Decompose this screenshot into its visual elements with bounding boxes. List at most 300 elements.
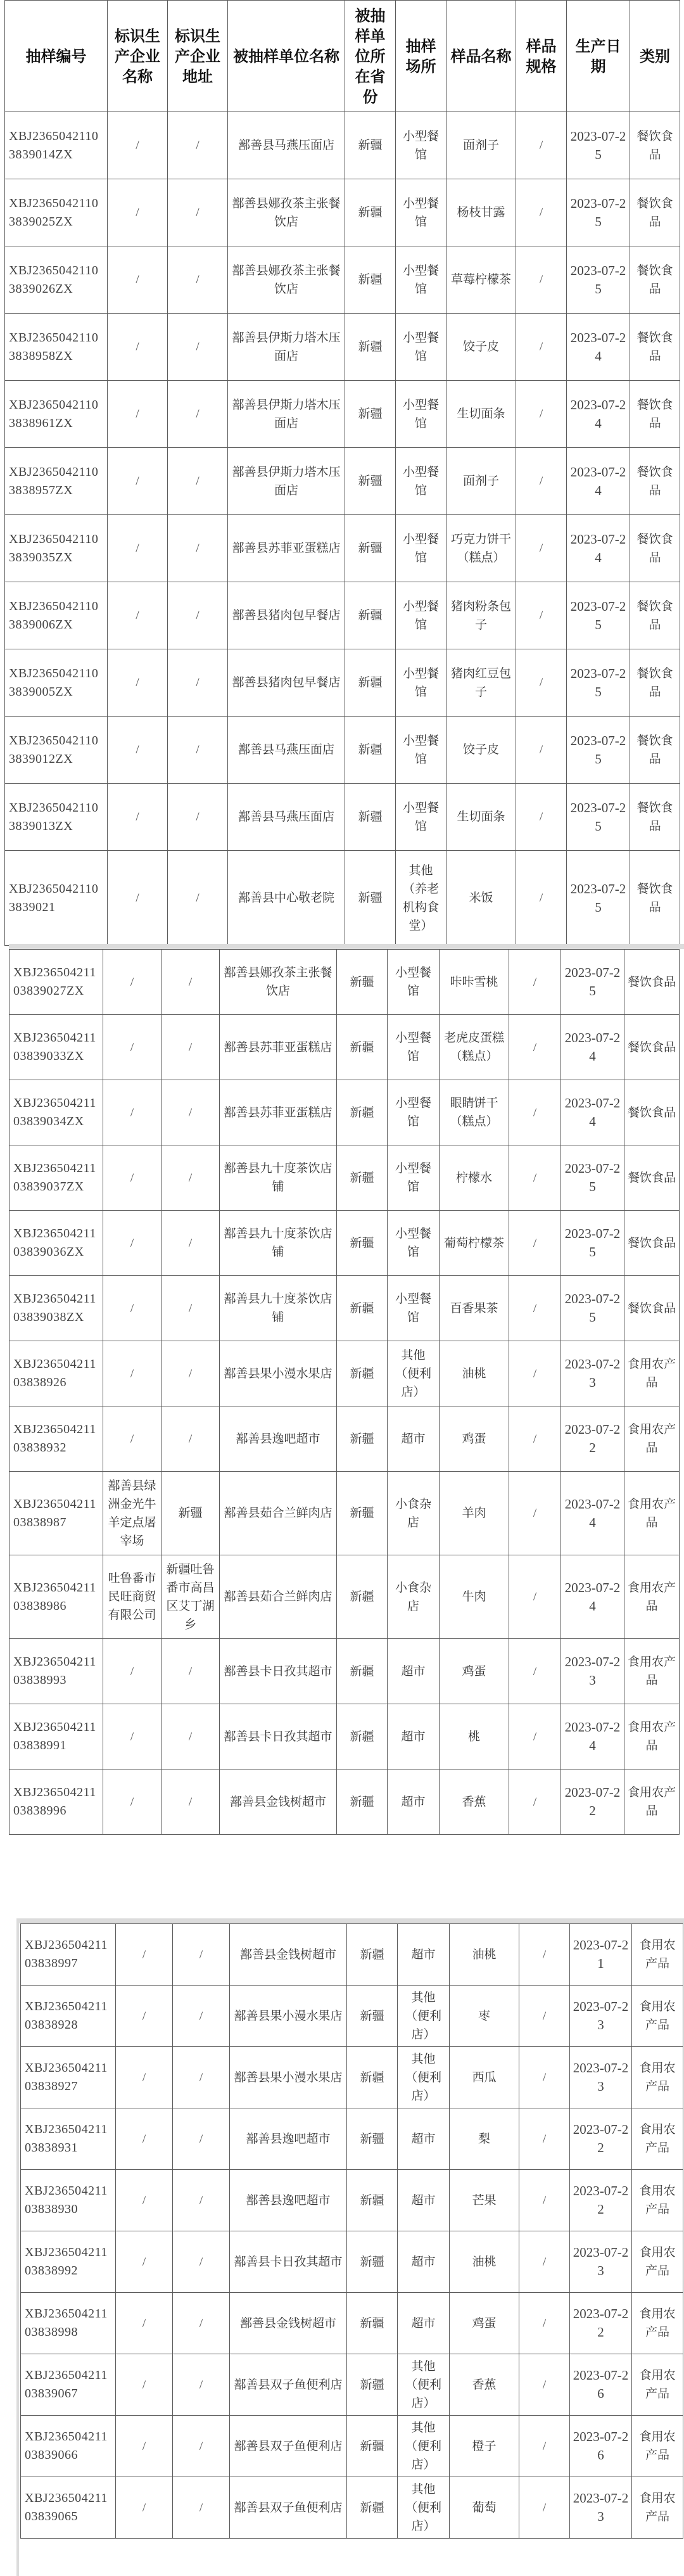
cell-producer-name: 鄯善县绿洲金光牛羊定点屠宰场 xyxy=(103,1472,162,1555)
cell-producer-name: / xyxy=(116,2354,173,2416)
table-row xyxy=(21,2416,683,2477)
cell-production-date: 2023-07-22 xyxy=(570,2170,632,2231)
cell-production-date: 2023-07-24 xyxy=(567,381,630,448)
cell-producer-address: / xyxy=(168,515,228,582)
table-row xyxy=(5,515,680,582)
cell-province: 新疆 xyxy=(337,1341,388,1406)
cell-province: 新疆 xyxy=(337,1472,388,1555)
cell-producer-address: / xyxy=(173,2354,230,2416)
cell-producer-address: / xyxy=(168,112,228,179)
cell-category: 食用农产品 xyxy=(624,1555,680,1639)
cell-sample-name: 油桃 xyxy=(450,1924,519,1986)
cell-province: 新疆 xyxy=(347,2170,398,2231)
cell-sample-code: XBJ23650421103839033ZX xyxy=(10,1015,103,1080)
cell-category: 食用农产品 xyxy=(632,2293,683,2354)
cell-producer-name: / xyxy=(103,1276,162,1341)
cell-sample-code: XBJ23650421103838957ZX xyxy=(5,448,108,515)
cell-category: 餐饮食品 xyxy=(630,112,680,179)
table-row xyxy=(10,1406,680,1472)
cell-province: 新疆 xyxy=(345,582,396,649)
header-sample-name: 样品名称 xyxy=(446,1,516,112)
cell-production-date: 2023-07-24 xyxy=(561,1015,624,1080)
cell-sample-code: XBJ23650421103838992 xyxy=(21,2231,116,2293)
cell-sampling-site: 小型餐馆 xyxy=(396,246,446,314)
cell-sample-name: 羊肉 xyxy=(440,1472,509,1555)
cell-sampling-site: 小型餐馆 xyxy=(388,1145,440,1211)
cell-category: 餐饮食品 xyxy=(630,448,680,515)
cell-sample-name: 咔咔雪桃 xyxy=(440,950,509,1015)
cell-production-date: 2023-07-25 xyxy=(567,649,630,717)
cell-sample-code: XBJ23650421103838926 xyxy=(10,1341,103,1406)
cell-sampling-site: 超市 xyxy=(398,2170,450,2231)
cell-province: 新疆 xyxy=(337,1145,388,1211)
cell-category: 餐饮食品 xyxy=(624,950,680,1015)
cell-province: 新疆 xyxy=(337,1276,388,1341)
cell-sample-code: XBJ23650421103839006ZX xyxy=(5,582,108,649)
cell-province: 新疆 xyxy=(337,1211,388,1276)
table-row xyxy=(10,1472,680,1555)
cell-spec: / xyxy=(519,2047,570,2108)
cell-province: 新疆 xyxy=(347,2047,398,2108)
cell-province: 新疆 xyxy=(345,515,396,582)
cell-category: 食用农产品 xyxy=(624,1639,680,1704)
cell-spec: / xyxy=(509,1472,561,1555)
cell-spec: / xyxy=(516,448,567,515)
cell-spec: / xyxy=(509,1276,561,1341)
cell-category: 餐饮食品 xyxy=(630,582,680,649)
cell-spec: / xyxy=(519,2354,570,2416)
cell-sample-code: XBJ23650421103838930 xyxy=(21,2170,116,2231)
table-section-3 xyxy=(16,1918,684,2576)
cell-producer-name: / xyxy=(103,1769,162,1835)
cell-province: 新疆 xyxy=(347,2416,398,2477)
cell-production-date: 2023-07-23 xyxy=(570,2231,632,2293)
cell-sampled-unit: 鄯善县苏菲亚蛋糕店 xyxy=(220,1015,337,1080)
table-row xyxy=(21,2047,683,2108)
cell-producer-name: / xyxy=(116,1924,173,1986)
cell-sample-code: XBJ23650421103839027ZX xyxy=(10,950,103,1015)
cell-producer-address: / xyxy=(162,1080,220,1145)
cell-sampled-unit: 鄯善县九十度茶饮店铺 xyxy=(220,1145,337,1211)
cell-production-date: 2023-07-25 xyxy=(561,950,624,1015)
cell-producer-address: / xyxy=(168,851,228,946)
cell-production-date: 2023-07-24 xyxy=(561,1555,624,1639)
cell-production-date: 2023-07-26 xyxy=(570,2354,632,2416)
cell-sampling-site: 其他（便利店） xyxy=(398,2047,450,2108)
cell-sample-name: 油桃 xyxy=(440,1341,509,1406)
cell-producer-name: / xyxy=(103,1145,162,1211)
cell-sample-code: XBJ23650421103839035ZX xyxy=(5,515,108,582)
table-row xyxy=(5,851,680,946)
cell-production-date: 2023-07-21 xyxy=(570,1924,632,1986)
cell-sampled-unit: 鄯善县娜孜茶主张餐饮店 xyxy=(228,246,345,314)
sampling-table-1 xyxy=(4,0,680,946)
cell-spec: / xyxy=(516,381,567,448)
cell-producer-address: / xyxy=(162,1704,220,1769)
cell-province: 新疆 xyxy=(347,2231,398,2293)
cell-sampled-unit: 鄯善县果小漫水果店 xyxy=(230,1986,347,2047)
table-section-1 xyxy=(0,0,684,944)
cell-sampling-site: 其他（便利店） xyxy=(398,2416,450,2477)
table-body-3 xyxy=(21,1924,683,2539)
cell-province: 新疆 xyxy=(345,246,396,314)
header-producer-name: 标识生产企业名称 xyxy=(108,1,168,112)
cell-spec: / xyxy=(509,1555,561,1639)
cell-sample-code: XBJ23650421103839025ZX xyxy=(5,179,108,246)
cell-producer-name: / xyxy=(116,1986,173,2047)
cell-producer-address: / xyxy=(162,1211,220,1276)
cell-sample-code: XBJ23650421103839037ZX xyxy=(10,1145,103,1211)
cell-sampling-site: 超市 xyxy=(388,1769,440,1835)
cell-sampling-site: 小食杂店 xyxy=(388,1472,440,1555)
cell-sampled-unit: 鄯善县果小漫水果店 xyxy=(220,1341,337,1406)
cell-production-date: 2023-07-25 xyxy=(567,582,630,649)
table-row xyxy=(5,246,680,314)
cell-producer-name: / xyxy=(108,179,168,246)
cell-production-date: 2023-07-25 xyxy=(567,112,630,179)
cell-producer-address: / xyxy=(173,2047,230,2108)
cell-sample-name: 饺子皮 xyxy=(446,717,516,784)
cell-spec: / xyxy=(519,1924,570,1986)
cell-category: 餐饮食品 xyxy=(624,1145,680,1211)
cell-producer-address: / xyxy=(173,1924,230,1986)
table-row xyxy=(10,1704,680,1769)
cell-sampling-site: 小型餐馆 xyxy=(388,950,440,1015)
cell-sample-name: 油桃 xyxy=(450,2231,519,2293)
cell-spec: / xyxy=(509,1341,561,1406)
cell-producer-name: / xyxy=(116,2170,173,2231)
cell-sample-code: XBJ23650421103838927 xyxy=(21,2047,116,2108)
cell-province: 新疆 xyxy=(345,179,396,246)
cell-sample-name: 生切面条 xyxy=(446,381,516,448)
cell-sampling-site: 小型餐馆 xyxy=(396,784,446,851)
cell-sampled-unit: 鄯善县九十度茶饮店铺 xyxy=(220,1211,337,1276)
cell-category: 食用农产品 xyxy=(632,2108,683,2170)
cell-category: 食用农产品 xyxy=(624,1472,680,1555)
cell-sampling-site: 小型餐馆 xyxy=(396,649,446,717)
cell-sampling-site: 小型餐馆 xyxy=(388,1276,440,1341)
cell-province: 新疆 xyxy=(337,1555,388,1639)
cell-sampled-unit: 鄯善县苏菲亚蛋糕店 xyxy=(220,1080,337,1145)
cell-province: 新疆 xyxy=(347,1986,398,2047)
cell-producer-name: / xyxy=(116,2416,173,2477)
cell-producer-address: / xyxy=(168,784,228,851)
cell-province: 新疆 xyxy=(345,112,396,179)
cell-sampling-site: 小型餐馆 xyxy=(388,1080,440,1145)
cell-producer-address: / xyxy=(168,582,228,649)
cell-province: 新疆 xyxy=(345,784,396,851)
cell-producer-name: / xyxy=(108,717,168,784)
table-row xyxy=(10,1769,680,1835)
cell-sample-code: XBJ23650421103838958ZX xyxy=(5,314,108,381)
cell-production-date: 2023-07-24 xyxy=(561,1080,624,1145)
cell-category: 食用农产品 xyxy=(632,1924,683,1986)
cell-spec: / xyxy=(509,1015,561,1080)
cell-sampled-unit: 鄯善县马燕压面店 xyxy=(228,784,345,851)
cell-producer-address: / xyxy=(162,950,220,1015)
cell-sampling-site: 小型餐馆 xyxy=(396,381,446,448)
cell-category: 餐饮食品 xyxy=(624,1276,680,1341)
cell-producer-name: / xyxy=(108,582,168,649)
cell-category: 食用农产品 xyxy=(632,2416,683,2477)
sampling-table-3 xyxy=(20,1923,683,2539)
header-production-date: 生产日期 xyxy=(567,1,630,112)
cell-category: 食用农产品 xyxy=(632,2231,683,2293)
cell-sample-code: XBJ23650421103839026ZX xyxy=(5,246,108,314)
cell-spec: / xyxy=(516,112,567,179)
cell-category: 食用农产品 xyxy=(624,1704,680,1769)
cell-sampling-site: 其他（便利店） xyxy=(398,2354,450,2416)
cell-sample-code: XBJ23650421103838932 xyxy=(10,1406,103,1472)
cell-sampling-site: 小型餐馆 xyxy=(396,515,446,582)
cell-sampling-site: 小食杂店 xyxy=(388,1555,440,1639)
cell-sample-name: 柠檬水 xyxy=(440,1145,509,1211)
cell-sample-code: XBJ23650421103838931 xyxy=(21,2108,116,2170)
cell-sample-name: 鸡蛋 xyxy=(440,1639,509,1704)
cell-province: 新疆 xyxy=(337,1406,388,1472)
cell-producer-name: / xyxy=(108,314,168,381)
cell-production-date: 2023-07-22 xyxy=(570,2293,632,2354)
cell-sampled-unit: 鄯善县中心敬老院 xyxy=(228,851,345,946)
cell-producer-address: / xyxy=(168,717,228,784)
cell-sample-name: 草莓柠檬茶 xyxy=(446,246,516,314)
table-row xyxy=(5,649,680,717)
cell-sampling-site: 其他（养老机构食堂） xyxy=(396,851,446,946)
cell-category: 餐饮食品 xyxy=(624,1015,680,1080)
cell-production-date: 2023-07-25 xyxy=(567,784,630,851)
cell-sampled-unit: 鄯善县卡日孜其超市 xyxy=(230,2231,347,2293)
cell-producer-address: 新疆 xyxy=(162,1472,220,1555)
cell-sampled-unit: 鄯善县娜孜茶主张餐饮店 xyxy=(228,179,345,246)
cell-province: 新疆 xyxy=(347,2108,398,2170)
table-row xyxy=(10,1015,680,1080)
cell-producer-name: / xyxy=(103,1211,162,1276)
cell-spec: / xyxy=(509,1639,561,1704)
cell-category: 餐饮食品 xyxy=(624,1211,680,1276)
cell-sample-name: 香蕉 xyxy=(440,1769,509,1835)
cell-spec: / xyxy=(509,1704,561,1769)
table-body-2 xyxy=(10,950,680,1835)
cell-producer-address: / xyxy=(162,1145,220,1211)
table-row xyxy=(10,1145,680,1211)
cell-sampled-unit: 鄯善县金钱树超市 xyxy=(230,1924,347,1986)
cell-producer-address: / xyxy=(168,314,228,381)
cell-spec: / xyxy=(516,582,567,649)
cell-producer-name: / xyxy=(108,649,168,717)
table-row xyxy=(5,112,680,179)
cell-sample-name: 葡萄柠檬茶 xyxy=(440,1211,509,1276)
cell-sample-code: XBJ23650421103838993 xyxy=(10,1639,103,1704)
cell-sample-name: 西瓜 xyxy=(450,2047,519,2108)
cell-sample-name: 生切面条 xyxy=(446,784,516,851)
cell-category: 食用农产品 xyxy=(632,2047,683,2108)
cell-producer-name: / xyxy=(108,246,168,314)
cell-sample-name: 面剂子 xyxy=(446,112,516,179)
cell-production-date: 2023-07-23 xyxy=(570,1986,632,2047)
cell-producer-address: / xyxy=(162,1769,220,1835)
cell-sample-name: 芒果 xyxy=(450,2170,519,2231)
cell-sample-code: XBJ23650421103839013ZX xyxy=(5,784,108,851)
cell-spec: / xyxy=(516,851,567,946)
cell-sample-code: XBJ23650421103838991 xyxy=(10,1704,103,1769)
cell-spec: / xyxy=(519,2293,570,2354)
cell-sample-code: XBJ23650421103838961ZX xyxy=(5,381,108,448)
cell-sampling-site: 小型餐馆 xyxy=(388,1015,440,1080)
cell-producer-name: / xyxy=(103,1080,162,1145)
cell-sample-name: 眼睛饼干（糕点） xyxy=(440,1080,509,1145)
cell-producer-address: 新疆吐鲁番市高昌区艾丁湖乡 xyxy=(162,1555,220,1639)
cell-sampled-unit: 鄯善县猪肉包早餐店 xyxy=(228,649,345,717)
cell-sampled-unit: 鄯善县双子鱼便利店 xyxy=(230,2354,347,2416)
cell-province: 新疆 xyxy=(337,1769,388,1835)
table-row xyxy=(5,381,680,448)
cell-province: 新疆 xyxy=(345,851,396,946)
cell-sample-code: XBJ23650421103839065 xyxy=(21,2477,116,2539)
cell-sampled-unit: 鄯善县猪肉包早餐店 xyxy=(228,582,345,649)
cell-sampling-site: 其他（便利店） xyxy=(398,1986,450,2047)
table-row xyxy=(5,717,680,784)
cell-production-date: 2023-07-25 xyxy=(567,717,630,784)
cell-spec: / xyxy=(519,2231,570,2293)
table-row xyxy=(21,2231,683,2293)
cell-sample-name: 米饭 xyxy=(446,851,516,946)
cell-sample-code: XBJ23650421103839036ZX xyxy=(10,1211,103,1276)
cell-producer-name: / xyxy=(103,1015,162,1080)
cell-sampled-unit: 鄯善县九十度茶饮店铺 xyxy=(220,1276,337,1341)
cell-production-date: 2023-07-25 xyxy=(561,1145,624,1211)
table-row xyxy=(10,1080,680,1145)
cell-sampling-site: 超市 xyxy=(388,1406,440,1472)
cell-producer-name: / xyxy=(103,1341,162,1406)
cell-sampled-unit: 鄯善县马燕压面店 xyxy=(228,717,345,784)
header-producer-address: 标识生产企业地址 xyxy=(168,1,228,112)
cell-province: 新疆 xyxy=(345,448,396,515)
cell-production-date: 2023-07-24 xyxy=(561,1704,624,1769)
cell-sampled-unit: 鄯善县金钱树超市 xyxy=(230,2293,347,2354)
cell-sampled-unit: 鄯善县果小漫水果店 xyxy=(230,2047,347,2108)
cell-spec: / xyxy=(516,515,567,582)
table-row xyxy=(5,179,680,246)
cell-province: 新疆 xyxy=(345,717,396,784)
cell-sampled-unit: 鄯善县茹合兰鲜肉店 xyxy=(220,1472,337,1555)
cell-sample-code: XBJ23650421103839034ZX xyxy=(10,1080,103,1145)
cell-producer-name: / xyxy=(116,2477,173,2539)
cell-sampling-site: 小型餐馆 xyxy=(396,448,446,515)
cell-sampled-unit: 鄯善县伊斯力塔木压面店 xyxy=(228,381,345,448)
cell-category: 餐饮食品 xyxy=(630,717,680,784)
cell-producer-address: / xyxy=(162,1406,220,1472)
cell-province: 新疆 xyxy=(345,314,396,381)
cell-spec: / xyxy=(516,314,567,381)
table-row xyxy=(10,1211,680,1276)
cell-sample-name: 面剂子 xyxy=(446,448,516,515)
cell-producer-name: / xyxy=(116,2293,173,2354)
cell-producer-address: / xyxy=(168,246,228,314)
cell-sample-name: 老虎皮蛋糕（糕点） xyxy=(440,1015,509,1080)
cell-producer-address: / xyxy=(173,2170,230,2231)
table-row xyxy=(10,1276,680,1341)
cell-spec: / xyxy=(509,1406,561,1472)
cell-producer-name: / xyxy=(116,2231,173,2293)
cell-sample-name: 橙子 xyxy=(450,2416,519,2477)
cell-category: 餐饮食品 xyxy=(630,851,680,946)
cell-production-date: 2023-07-22 xyxy=(561,1406,624,1472)
cell-production-date: 2023-07-25 xyxy=(561,1276,624,1341)
cell-spec: / xyxy=(509,950,561,1015)
cell-sample-name: 牛肉 xyxy=(440,1555,509,1639)
cell-spec: / xyxy=(516,649,567,717)
cell-producer-address: / xyxy=(162,1276,220,1341)
cell-spec: / xyxy=(519,2108,570,2170)
cell-producer-name: / xyxy=(108,515,168,582)
cell-spec: / xyxy=(519,2477,570,2539)
header-sampling-site: 抽样场所 xyxy=(396,1,446,112)
cell-province: 新疆 xyxy=(347,2477,398,2539)
cell-producer-name: / xyxy=(116,2108,173,2170)
cell-sampled-unit: 鄯善县逸吧超市 xyxy=(230,2170,347,2231)
cell-sampling-site: 小型餐馆 xyxy=(388,1211,440,1276)
table-row xyxy=(21,1986,683,2047)
cell-sampled-unit: 鄯善县逸吧超市 xyxy=(230,2108,347,2170)
cell-province: 新疆 xyxy=(337,1015,388,1080)
cell-sampled-unit: 鄯善县卡日孜其超市 xyxy=(220,1639,337,1704)
cell-sampled-unit: 鄯善县卡日孜其超市 xyxy=(220,1704,337,1769)
cell-sample-code: XBJ23650421103839067 xyxy=(21,2354,116,2416)
cell-production-date: 2023-07-25 xyxy=(561,1211,624,1276)
cell-production-date: 2023-07-23 xyxy=(561,1341,624,1406)
cell-province: 新疆 xyxy=(345,649,396,717)
cell-sample-code: XBJ23650421103838996 xyxy=(10,1769,103,1835)
cell-sampled-unit: 鄯善县双子鱼便利店 xyxy=(230,2416,347,2477)
cell-producer-address: / xyxy=(168,649,228,717)
cell-sample-name: 香蕉 xyxy=(450,2354,519,2416)
cell-province: 新疆 xyxy=(347,1924,398,1986)
cell-spec: / xyxy=(519,2416,570,2477)
table-row xyxy=(21,2354,683,2416)
cell-production-date: 2023-07-24 xyxy=(567,314,630,381)
cell-category: 食用农产品 xyxy=(624,1406,680,1472)
cell-producer-address: / xyxy=(168,179,228,246)
cell-sample-code: XBJ23650421103839021 xyxy=(5,851,108,946)
cell-province: 新疆 xyxy=(337,1080,388,1145)
cell-production-date: 2023-07-23 xyxy=(570,2477,632,2539)
table-row xyxy=(5,314,680,381)
cell-sample-code: XBJ23650421103838987 xyxy=(10,1472,103,1555)
cell-production-date: 2023-07-24 xyxy=(561,1472,624,1555)
cell-producer-address: / xyxy=(168,381,228,448)
cell-producer-address: / xyxy=(173,2416,230,2477)
cell-spec: / xyxy=(516,246,567,314)
cell-sample-name: 梨 xyxy=(450,2108,519,2170)
cell-spec: / xyxy=(509,1080,561,1145)
cell-sampling-site: 小型餐馆 xyxy=(396,717,446,784)
cell-spec: / xyxy=(509,1769,561,1835)
cell-producer-address: / xyxy=(162,1341,220,1406)
cell-sample-name: 猪肉红豆包子 xyxy=(446,649,516,717)
cell-sampling-site: 超市 xyxy=(398,2108,450,2170)
table-row xyxy=(21,2170,683,2231)
cell-production-date: 2023-07-22 xyxy=(561,1769,624,1835)
cell-production-date: 2023-07-23 xyxy=(561,1639,624,1704)
cell-sampling-site: 超市 xyxy=(388,1704,440,1769)
cell-sampling-site: 超市 xyxy=(398,1924,450,1986)
cell-sample-name: 桃 xyxy=(440,1704,509,1769)
table-row xyxy=(10,1341,680,1406)
cell-sample-code: XBJ23650421103839005ZX xyxy=(5,649,108,717)
table-row xyxy=(5,582,680,649)
cell-sample-code: XBJ23650421103838986 xyxy=(10,1555,103,1639)
header-sampled-unit: 被抽样单位名称 xyxy=(228,1,345,112)
